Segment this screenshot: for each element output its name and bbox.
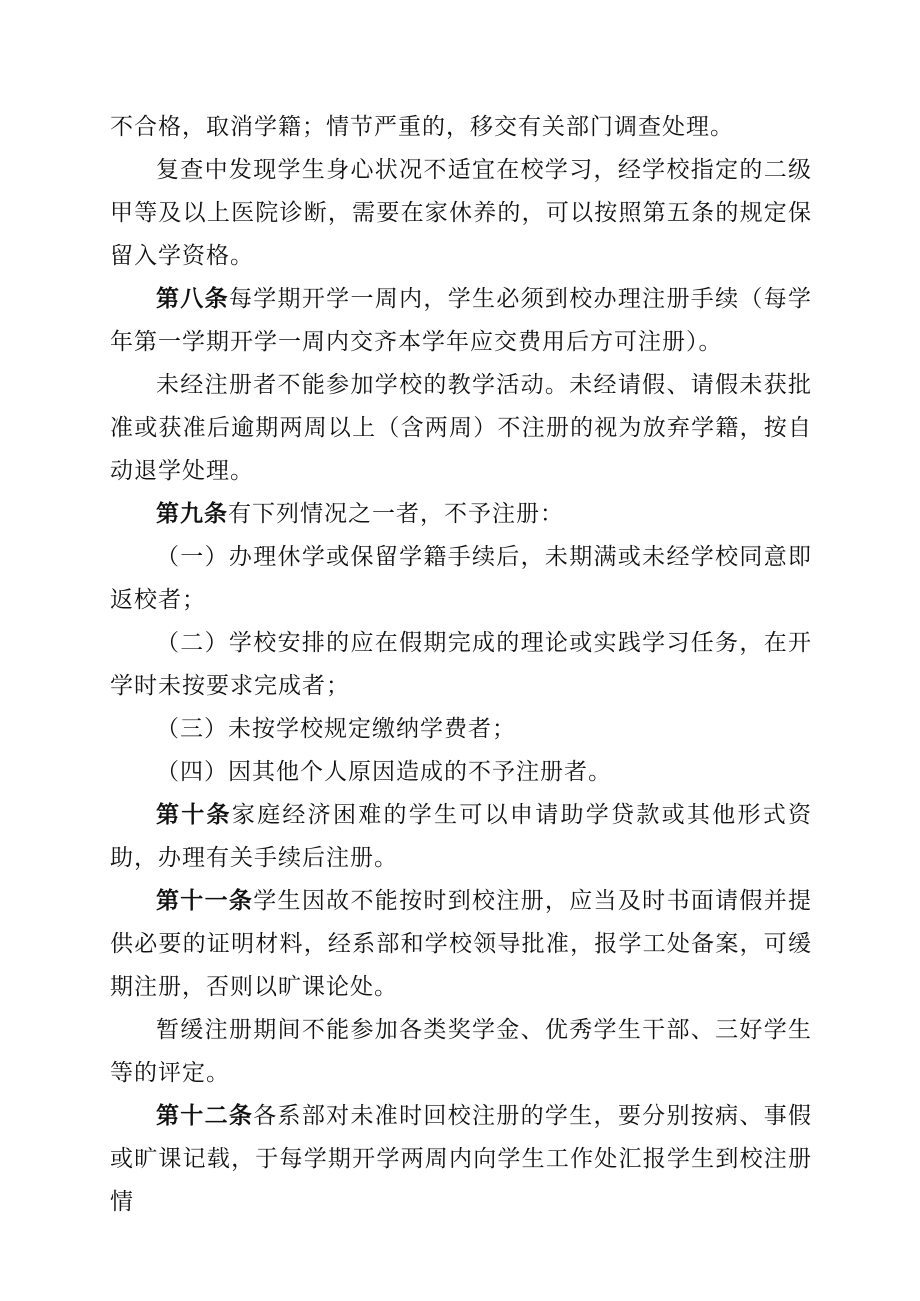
paragraph-11 (110, 1009, 812, 1095)
paragraph-0 (110, 106, 812, 149)
article-12 (110, 1095, 812, 1224)
article-heading: 第九条 (156, 501, 228, 527)
paragraph-text: 学生因故不能按时到校注册，应当及时书面请假并提供必要的证明材料，经系部和学校领导批准，报学工处备案，可缓期注册，否则以旷课论处。 (110, 888, 813, 1000)
paragraph-1 (110, 149, 812, 278)
article-heading: 第十一条 (156, 888, 254, 914)
article-8 (110, 278, 812, 364)
paragraph-text: （一）办理休学或保留学籍手续后，未期满或未经学校同意即返校者； (110, 544, 812, 613)
paragraph-text: 有下列情况之一者，不予注册： (228, 501, 564, 527)
paragraph-text: （二）学校安排的应在假期完成的理论或实践学习任务，在开学时未按要求完成者； (110, 630, 812, 699)
paragraph-text: 每学期开学一周内，学生必须到校办理注册手续（每学年第一学期开学一周内交齐本学年应交费用后方可注册）。 (110, 286, 813, 355)
paragraph-3 (110, 364, 812, 493)
list-item-4 (110, 751, 812, 794)
article-11 (110, 880, 812, 1009)
article-heading: 第十条 (156, 802, 232, 828)
list-item-2 (110, 622, 812, 708)
paragraph-text: 不合格，取消学籍；情节严重的，移交有关部门调查处理。 (110, 114, 734, 140)
paragraph-text: （四）因其他个人原因造成的不予注册者。 (156, 759, 612, 785)
paragraph-text: （三）未按学校规定缴纳学费者； (156, 716, 516, 742)
list-item-1 (110, 536, 812, 622)
article-9 (110, 493, 812, 536)
paragraph-text: 各系部对未准时回校注册的学生，要分别按病、事假或旷课记载，于每学期开学两周内向学生工作处汇报学生到校注册情 (110, 1103, 813, 1215)
paragraph-text: 暂缓注册期间不能参加各类奖学金、优秀学生干部、三好学生等的评定。 (110, 1017, 812, 1086)
article-heading: 第八条 (156, 286, 229, 312)
paragraph-text: 家庭经济困难的学生可以申请助学贷款或其他形式资助，办理有关手续后注册。 (110, 802, 813, 871)
article-heading: 第十二条 (156, 1103, 254, 1129)
paragraph-text: 复查中发现学生身心状况不适宜在校学习，经学校指定的二级甲等及以上医院诊断，需要在家休养的，可以按照第五条的规定保留入学资格。 (110, 157, 812, 269)
article-10 (110, 794, 812, 880)
paragraph-text: 未经注册者不能参加学校的教学活动。未经请假、请假未获批准或获准后逾期两周以上（含两周）不注册的视为放弃学籍，按自动退学处理。 (110, 372, 812, 484)
list-item-3 (110, 708, 812, 751)
